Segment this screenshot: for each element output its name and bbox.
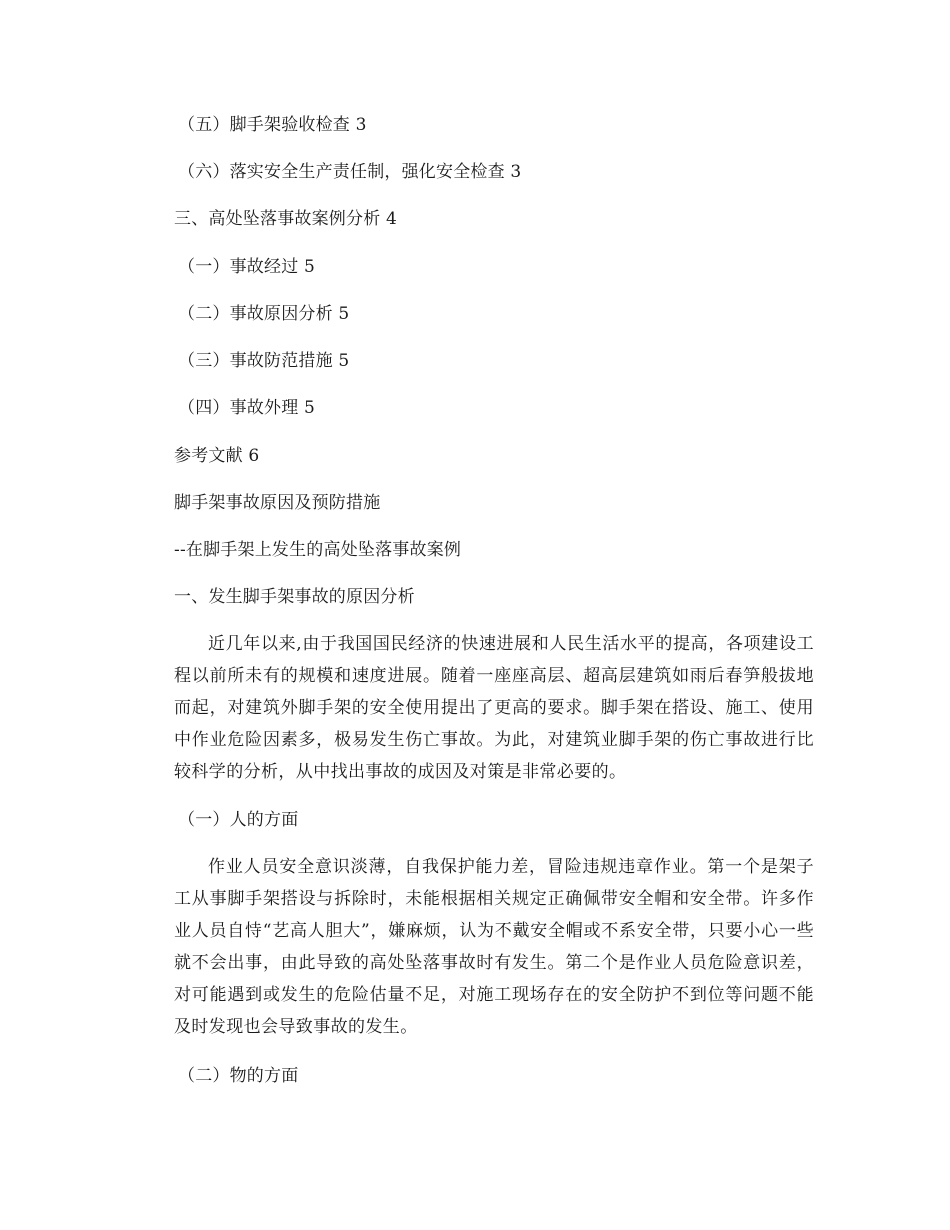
body-paragraph: 作业人员安全意识淡薄，自我保护能力差，冒险违规违章作业。第一个是架子工从事脚手架搭设与拆除时，未能根据相关规定正确佩带安全帽和安全带。许多作业人员自恃“艺高人胆大”，嫌麻烦，认为不戴安全帽或不系安全带，只要小心一些就不会出事，由此导致的高处坠落事故时有发生。第二个是作业人员危险意识差，对可能遇到或发生的危险估量不足，对施工现场存在的安全防护不到位等问题不能及时发现也会导致事故的发生。 bbox=[174, 857, 814, 1037]
document-title: 脚手架事故原因及预防措施 bbox=[174, 493, 381, 513]
toc-item: （一）事故经过 5 bbox=[178, 257, 316, 277]
document-subtitle: --在脚手架上发生的高处坠落事故案例 bbox=[174, 540, 462, 560]
subsection-heading: （二）物的方面 bbox=[178, 1066, 299, 1086]
toc-item: （四）事故外理 5 bbox=[178, 398, 316, 418]
toc-item: 参考文献 6 bbox=[174, 446, 260, 466]
body-paragraph: 近几年以来,由于我国国民经济的快速进展和人民生活水平的提高，各项建设工程以前所未有的规模和速度进展。随着一座座高层、超高层建筑如雨后春笋般拔地而起，对建筑外脚手架的安全使用提出了更高的要求。脚手架在搭设、施工、使用中作业危险因素多，极易发生伤亡事故。为此，对建筑业脚手架的伤亡事故进行比较科学的分析，从中找出事故的成因及对策是非常必要的。 bbox=[174, 634, 814, 782]
section-heading: 一、发生脚手架事故的原因分析 bbox=[174, 587, 415, 607]
toc-item: （五）脚手架验收检查 3 bbox=[178, 115, 367, 135]
toc-item: （六）落实安全生产责任制，强化安全检查 3 bbox=[178, 162, 522, 182]
toc-item: （二）事故原因分析 5 bbox=[178, 304, 350, 324]
subsection-heading: （一）人的方面 bbox=[178, 810, 299, 830]
toc-item: 三、高处坠落事故案例分析 4 bbox=[174, 209, 398, 229]
toc-item: （三）事故防范措施 5 bbox=[178, 351, 350, 371]
